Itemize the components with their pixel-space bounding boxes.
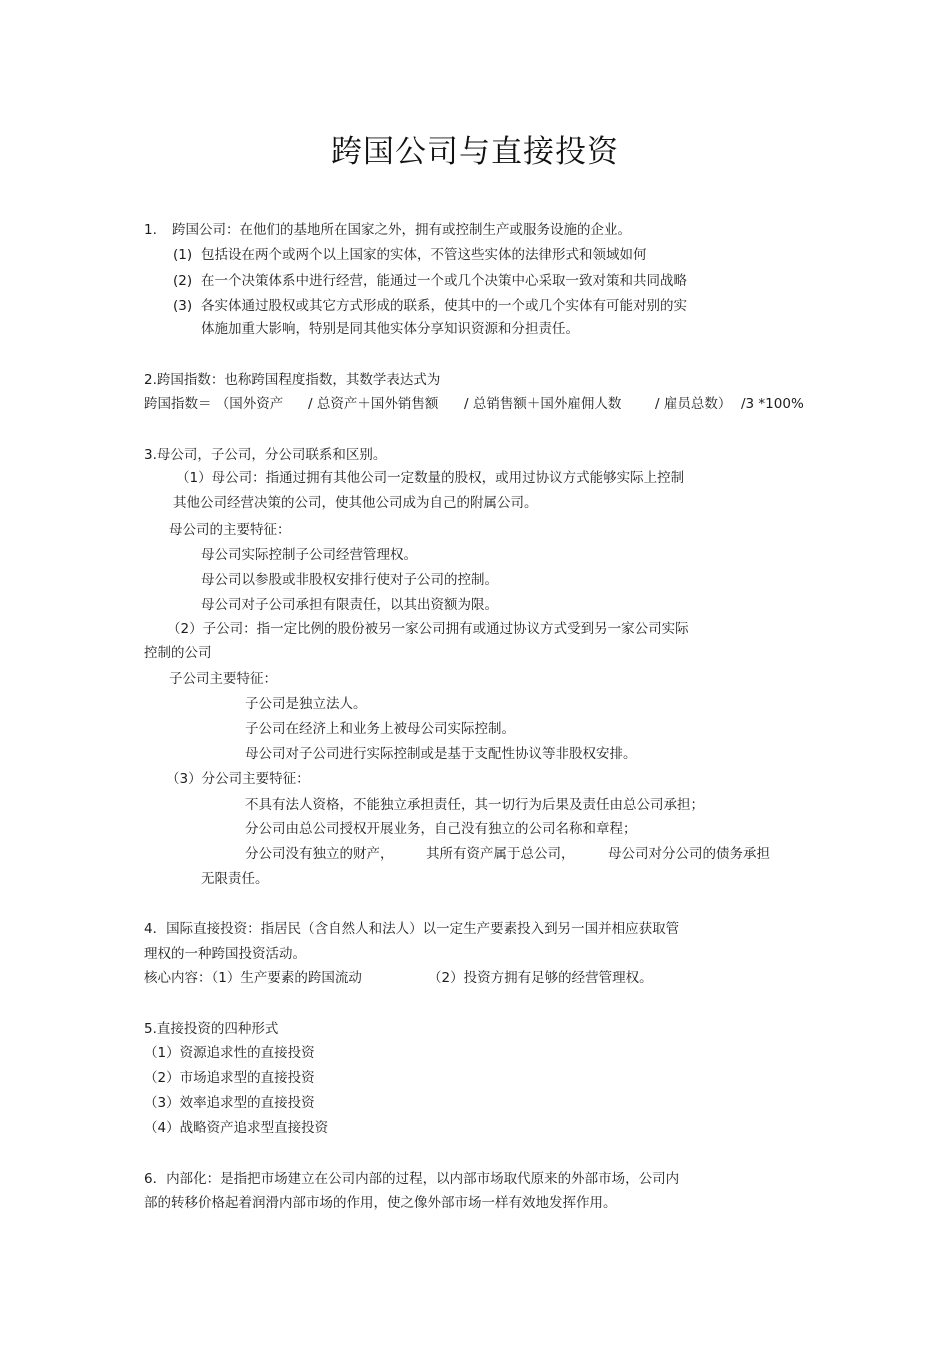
section-4-line-2: 理权的一种跨国投资活动。 — [144, 946, 306, 962]
parent-feature-1: 母公司实际控制子公司经营管理权。 — [201, 547, 417, 563]
section-1-item-1-number: (1) — [173, 247, 193, 263]
core-content-part-1: 核心内容：（1）生产要素的跨国流动 — [144, 970, 362, 986]
branch-feature-3-continued: 无限责任。 — [201, 871, 269, 887]
branch-feature-2: 分公司由总公司授权开展业务，自己没有独立的公司名称和章程； — [245, 821, 637, 837]
section-1-item-1: 包括设在两个或两个以上国家的实体，不管这些实体的法律形式和领域如何 — [201, 247, 647, 263]
subsidiary-feature-3: 母公司对子公司进行实际控制或是基于支配性协议等非股权安排。 — [245, 746, 637, 762]
section-5-heading: 5.直接投资的四种形式 — [144, 1021, 279, 1037]
parent-feature-3: 母公司对子公司承担有限责任，以其出资额为限。 — [201, 597, 498, 613]
section-1-item-2-number: (2) — [173, 273, 193, 289]
subsidiary-definition-line-2: 控制的公司 — [144, 645, 212, 661]
formula-part-4: / 雇员总数） — [655, 396, 732, 412]
subsidiary-feature-2: 子公司在经济上和业务上被母公司实际控制。 — [245, 721, 515, 737]
subsidiary-feature-1: 子公司是独立法人。 — [245, 696, 367, 712]
formula-part-5: /3 *100% — [741, 396, 804, 412]
section-6-line-2: 部的转移价格起着润滑内部市场的作用，使之像外部市场一样有效地发挥作用。 — [144, 1195, 617, 1211]
formula-part-2: / 总资产＋国外销售额 — [308, 396, 439, 412]
branch-feature-3-part-1: 分公司没有独立的财产， — [245, 846, 394, 862]
investment-form-3: （3）效率追求型的直接投资 — [144, 1095, 315, 1111]
document-title: 跨国公司与直接投资 — [331, 134, 619, 170]
parent-feature-2: 母公司以参股或非股权安排行使对子公司的控制。 — [201, 572, 498, 588]
parent-company-definition-line-2: 其他公司经营决策的公司，使其他公司成为自己的附属公司。 — [173, 495, 538, 511]
investment-form-4: （4）战略资产追求型直接投资 — [144, 1120, 329, 1136]
branch-features-label: （3）分公司主要特征： — [166, 771, 310, 787]
core-content-part-2: （2）投资方拥有足够的经营管理权。 — [428, 970, 653, 986]
section-1-number: 1. — [144, 222, 157, 238]
section-1-item-2: 在一个决策体系中进行经营，能通过一个或几个决策中心采取一致对策和共同战略 — [201, 273, 687, 289]
subsidiary-features-label: 子公司主要特征： — [169, 671, 277, 687]
investment-form-1: （1）资源追求性的直接投资 — [144, 1045, 315, 1061]
parent-company-definition-line-1: （1）母公司：指通过拥有其他公司一定数量的股权，或用过协议方式能够实际上控制 — [176, 470, 685, 486]
branch-feature-1: 不具有法人资格，不能独立承担责任，其一切行为后果及责任由总公司承担； — [245, 797, 704, 813]
branch-feature-3-part-2: 其所有资产属于总公司， — [426, 846, 575, 862]
investment-form-2: （2）市场追求型的直接投资 — [144, 1070, 315, 1086]
formula-part-3: / 总销售额＋国外雇佣人数 — [464, 396, 622, 412]
section-1-item-3: 各实体通过股权或其它方式形成的联系，使其中的一个或几个实体有可能对别的实 — [201, 298, 687, 314]
section-6-line-1: 6．内部化：是指把市场建立在公司内部的过程，以内部市场取代原来的外部市场，公司内 — [144, 1171, 680, 1187]
section-1-definition: 跨国公司：在他们的基地所在国家之外，拥有或控制生产或服务设施的企业。 — [172, 222, 631, 238]
branch-feature-3-part-3: 母公司对分公司的债务承担 — [608, 846, 770, 862]
section-3-heading: 3.母公司，子公司，分公司联系和区别。 — [144, 447, 387, 463]
section-1-item-3-number: (3) — [173, 298, 193, 314]
parent-features-label: 母公司的主要特征： — [169, 522, 291, 538]
formula-part-1: 跨国指数＝ （国外资产 — [144, 396, 284, 412]
subsidiary-definition-line-1: （2）子公司：指一定比例的股份被另一家公司拥有或通过协议方式受到另一家公司实际 — [167, 621, 689, 637]
section-1-item-3-continued: 体施加重大影响，特别是同其他实体分享知识资源和分担责任。 — [201, 321, 579, 337]
section-4-line-1: 4．国际直接投资：指居民（含自然人和法人）以一定生产要素投入到另一国并相应获取管 — [144, 921, 680, 937]
section-2-heading: 2.跨国指数：也称跨国程度指数，其数学表达式为 — [144, 372, 441, 388]
